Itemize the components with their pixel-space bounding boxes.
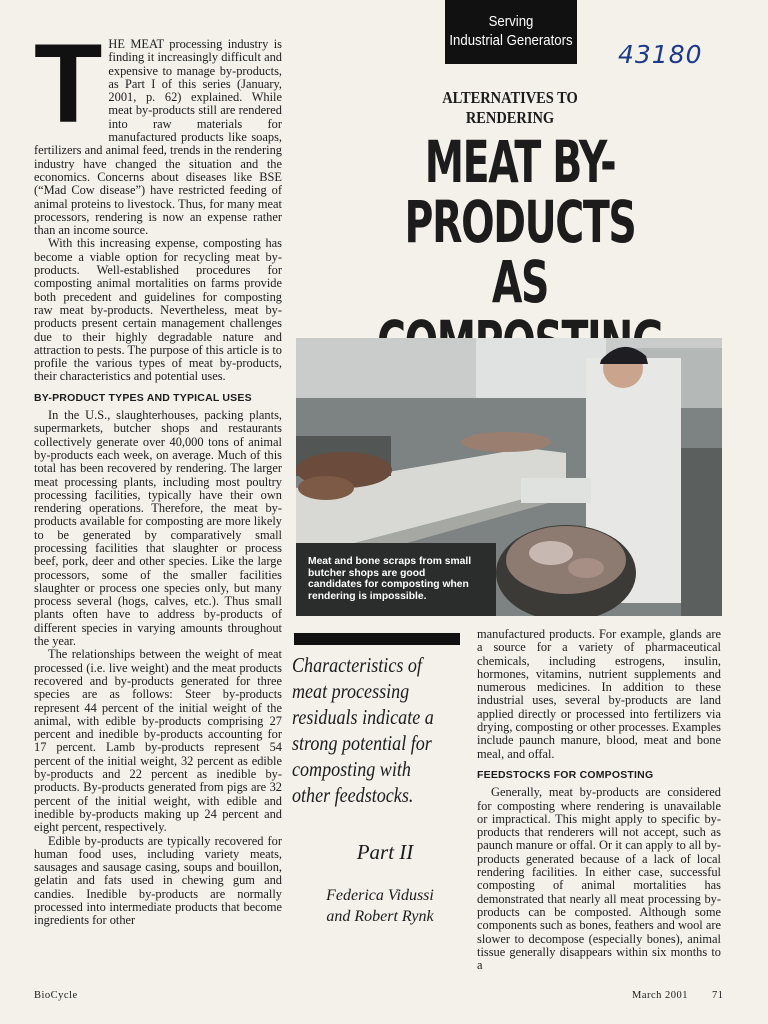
section-heading-feedstocks: FEEDSTOCKS FOR COMPOSTING [477,768,654,781]
page-number: 71 [712,990,724,1001]
footer-date: March 2001 [632,990,689,1001]
article-column-left [34,21,282,928]
footer-publication: BioCycle [34,990,78,1001]
headline-line-1: MEAT BY-PRODUCTS [404,128,636,256]
author-line-1: Federica Vidussi [326,887,434,904]
photo-caption: Meat and bone scraps from small butcher shops are good candidates for composting when rendering is impossible. [308,556,472,602]
author-line-2: and Robert Rynk [326,908,434,925]
pull-quote: Characteristics of meat processing residuals indicate a strong potential for composting with other feedstocks. [292,653,434,807]
article-column-right [477,628,721,972]
paragraph-feedstocks: Generally, meat by-products are considered for composting where rendering is unavailable or impractical. This might apply to specific by-products that renderers will not accept, such as paunch manure or offal. Or it can apply to all by-products generated because of a lack of local rendering facilities. In either case, successful composting of animal mortalities has demonstrated that nearly all meat processing by-products can be composted. Although some components such as bones, feathers and wool are slower to decompose (especially bones), animal tissue generally disappears within six months to a [477,785,721,973]
banner-line-1: Serving [488,13,534,30]
paragraph-intro: HE MEAT processing industry is finding it increasingly difficult and expensive to manage by-products, as Part I of this series (January, 2001, p. 62) explained. While meat by-products still are rendered into raw materials for manufactured products like soaps, fertilizers and animal feed, trends in the rendering industry have changed the situation and the economics. Concerns about diseases like BSE (“Mad Cow disease”) have restricted feeding of animal proteins to livestock. Thus, for many meat processors, rendering is now an expense rather than an income source. [34,37,282,238]
paragraph-edible-byproducts: Edible by-products are typically recovered for human food uses, including variety meats, sausages and sausage casing, soups and bouillon, gelatin and fats used in chewing gum and candies. Inedible by-products are normally processed into intermediate products that become ingredients for other [34,833,282,928]
section-heading-byproduct-types: BY-PRODUCT TYPES AND TYPICAL USES [34,391,252,404]
paragraph-composting-option: With this increasing expense, composting has become a viable option for recycling meat by-products. Well-established procedures for composting animal mortalities on farms provide both precedent and guidelines for composting raw meat by-products. Nevertheless, meat by-products present certain management challenges due to their highly degradable nature and attraction to pests. The purpose of this article is to profile the various types of meat by-products, their characteristics and potential uses. [34,236,282,384]
headline-line-2: AS [491,248,549,316]
banner-line-2: Industrial Generators [449,32,573,49]
series-part: Part II [356,840,414,864]
drop-cap: T [34,21,103,146]
article-authors [300,885,460,927]
pull-quote-bar [294,633,460,645]
section-banner [445,0,577,64]
kicker-heading: ALTERNATIVES TO RENDERING [442,88,578,127]
paragraph-us-volumes: In the U.S., slaughterhouses, packing plants, supermarkets, butcher shops and restaurants collectively generate over 40,000 tons of animal by-products each week, on average. Much of this total has been recovered by rendering. The larger meat processing plants, including most poultry processing facilities, typically have their own rendering operations. Therefore, the meat by-products available for composting are more likely to be generated by comparatively small processing facilities that slaughter or process beef, pork, deer and other species. Like the large processors, some of the smaller facilities slaughter or process one species only, but many process several (hogs, calves, etc.). Thus small plants often have to address by-products of different species in varying amounts throughout the year. [34,408,282,649]
paragraph-weight-relationships: The relationships between the weight of meat processed (i.e. live weight) and the meat products recovered and by-products generated for three species are as follows: Steer by-products represent 44 percent of the initial weight of the animal, with edible by-products comprising 27 percent and inedible by-products accounting for 17 percent. Lamb by-products represent 54 percent of the initial weight, 32 percent as edible by-products and 22 percent as inedible by-products. By-products generated from pigs are 32 percent of the initial weight, with edible and inedible by-products making up 24 percent and eight percent, respectively. [34,647,282,835]
paragraph-manufactured-products: manufactured products. For example, glands are a source for a variety of pharmaceutical chemicals, including estrogens, insulin, hormones, vitamins, nutrient supplements and numerous medicines. In addition to these industrial uses, several by-products are land applied directly or processed into fertilizers via drying, composting or other processes. Examples include paunch manure, blood, meat and bone meal, and offal. [477,627,721,761]
handwritten-number: 43180 [618,40,703,69]
